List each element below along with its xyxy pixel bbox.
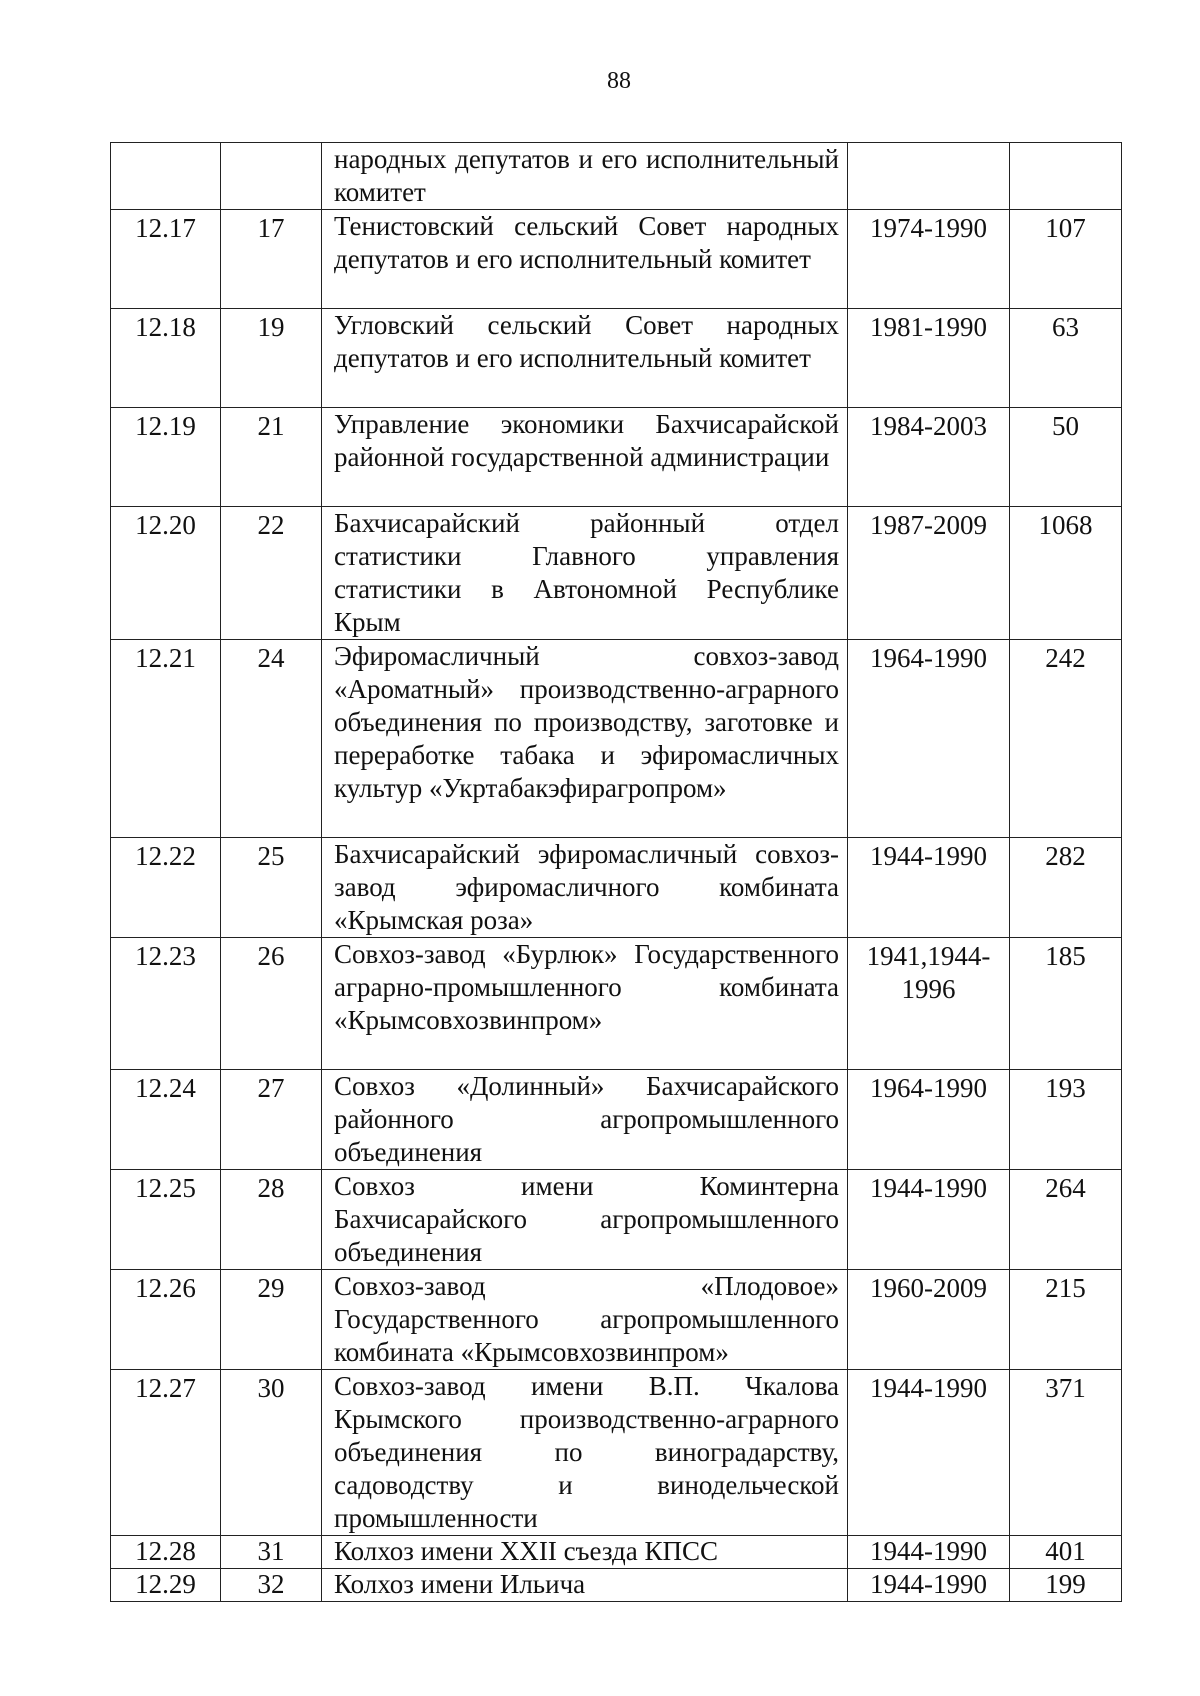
table-row [111, 210, 1122, 309]
fund-name: народных депутатов и его исполнительный комитет [322, 143, 848, 210]
fund-number: 24 [221, 640, 322, 838]
row-number: 12.19 [111, 408, 221, 507]
row-number: 12.18 [111, 309, 221, 408]
file-count: 185 [1010, 938, 1122, 1070]
table-row [111, 1070, 1122, 1170]
fund-name: Колхоз имени Ильича [322, 1569, 848, 1602]
date-range: 1944-1990 [848, 1536, 1010, 1569]
table-row [111, 408, 1122, 507]
date-range: 1944-1990 [848, 838, 1010, 938]
fund-name: Угловский сельский Совет народных депутатов и его исполнительный комитет [322, 309, 848, 408]
fund-name: Совхоз-завод имени В.П. Чкалова Крымского производственно-аграрного объединения по виноградарству, садоводству и винодельческой промышленности [322, 1370, 848, 1536]
file-count: 264 [1010, 1170, 1122, 1270]
fund-number: 27 [221, 1070, 322, 1170]
fund-number: 17 [221, 210, 322, 309]
row-number: 12.25 [111, 1170, 221, 1270]
table-row [111, 1370, 1122, 1536]
row-number: 12.23 [111, 938, 221, 1070]
date-range: 1941,1944-1996 [848, 938, 1010, 1070]
fund-name: Колхоз имени XXII съезда КПСС [322, 1536, 848, 1569]
fund-number: 19 [221, 309, 322, 408]
fund-number: 22 [221, 507, 322, 640]
fund-name: Совхоз-завод «Плодовое» Государственного агропромышленного комбината «Крымсовхозвинпром» [322, 1270, 848, 1370]
fund-number: 29 [221, 1270, 322, 1370]
file-count: 215 [1010, 1270, 1122, 1370]
date-range: 1964-1990 [848, 640, 1010, 838]
table-row [111, 1270, 1122, 1370]
page-number: 88 [607, 68, 631, 94]
row-number: 12.28 [111, 1536, 221, 1569]
row-number: 12.26 [111, 1270, 221, 1370]
fund-number: 21 [221, 408, 322, 507]
file-count: 199 [1010, 1569, 1122, 1602]
table-row [111, 143, 1122, 210]
fund-number: 31 [221, 1536, 322, 1569]
date-range: 1944-1990 [848, 1370, 1010, 1536]
file-count: 1068 [1010, 507, 1122, 640]
table-row [111, 838, 1122, 938]
fund-name: Эфиромасличный совхоз-завод «Ароматный» производственно-аграрного объединения по производству, заготовке и переработке табака и эфиромасличных культур «Укртабакэфирагропром» [322, 640, 848, 838]
fund-number: 26 [221, 938, 322, 1070]
fund-number [221, 143, 322, 210]
fund-name: Совхоз «Долинный» Бахчисарайского районного агропромышленного объединения [322, 1070, 848, 1170]
date-range: 1987-2009 [848, 507, 1010, 640]
date-range: 1960-2009 [848, 1270, 1010, 1370]
date-range [848, 143, 1010, 210]
file-count: 193 [1010, 1070, 1122, 1170]
table-row [111, 1536, 1122, 1569]
table-row [111, 640, 1122, 838]
date-range: 1964-1990 [848, 1070, 1010, 1170]
row-number: 12.24 [111, 1070, 221, 1170]
row-number: 12.17 [111, 210, 221, 309]
fund-name: Совхоз-завод «Бурлюк» Государственного аграрно-промышленного комбината «Крымсовхозвинпром» [322, 938, 848, 1070]
file-count [1010, 143, 1122, 210]
file-count: 242 [1010, 640, 1122, 838]
file-count: 371 [1010, 1370, 1122, 1536]
fund-number: 30 [221, 1370, 322, 1536]
date-range: 1984-2003 [848, 408, 1010, 507]
fund-name: Тенистовский сельский Совет народных депутатов и его исполнительный комитет [322, 210, 848, 309]
fund-name: Бахчисарайский районный отдел статистики Главного управления статистики в Автономной Республике Крым [322, 507, 848, 640]
fund-number: 28 [221, 1170, 322, 1270]
row-number: 12.21 [111, 640, 221, 838]
file-count: 50 [1010, 408, 1122, 507]
file-count: 63 [1010, 309, 1122, 408]
row-number: 12.29 [111, 1569, 221, 1602]
row-number: 12.27 [111, 1370, 221, 1536]
file-count: 401 [1010, 1536, 1122, 1569]
file-count: 107 [1010, 210, 1122, 309]
table-row [111, 507, 1122, 640]
file-count: 282 [1010, 838, 1122, 938]
fund-number: 25 [221, 838, 322, 938]
table-row [111, 1569, 1122, 1602]
table-row [111, 938, 1122, 1070]
fund-number: 32 [221, 1569, 322, 1602]
row-number [111, 143, 221, 210]
date-range: 1944-1990 [848, 1170, 1010, 1270]
date-range: 1974-1990 [848, 210, 1010, 309]
row-number: 12.22 [111, 838, 221, 938]
fund-name: Управление экономики Бахчисарайской районной государственной администрации [322, 408, 848, 507]
table-row [111, 309, 1122, 408]
date-range: 1944-1990 [848, 1569, 1010, 1602]
archive-funds-table [110, 142, 1122, 1602]
fund-name: Бахчисарайский эфиромасличный совхоз-завод эфиромасличного комбината «Крымская роза» [322, 838, 848, 938]
table-row [111, 1170, 1122, 1270]
fund-name: Совхоз имени Коминтерна Бахчисарайского агропромышленного объединения [322, 1170, 848, 1270]
row-number: 12.20 [111, 507, 221, 640]
date-range: 1981-1990 [848, 309, 1010, 408]
